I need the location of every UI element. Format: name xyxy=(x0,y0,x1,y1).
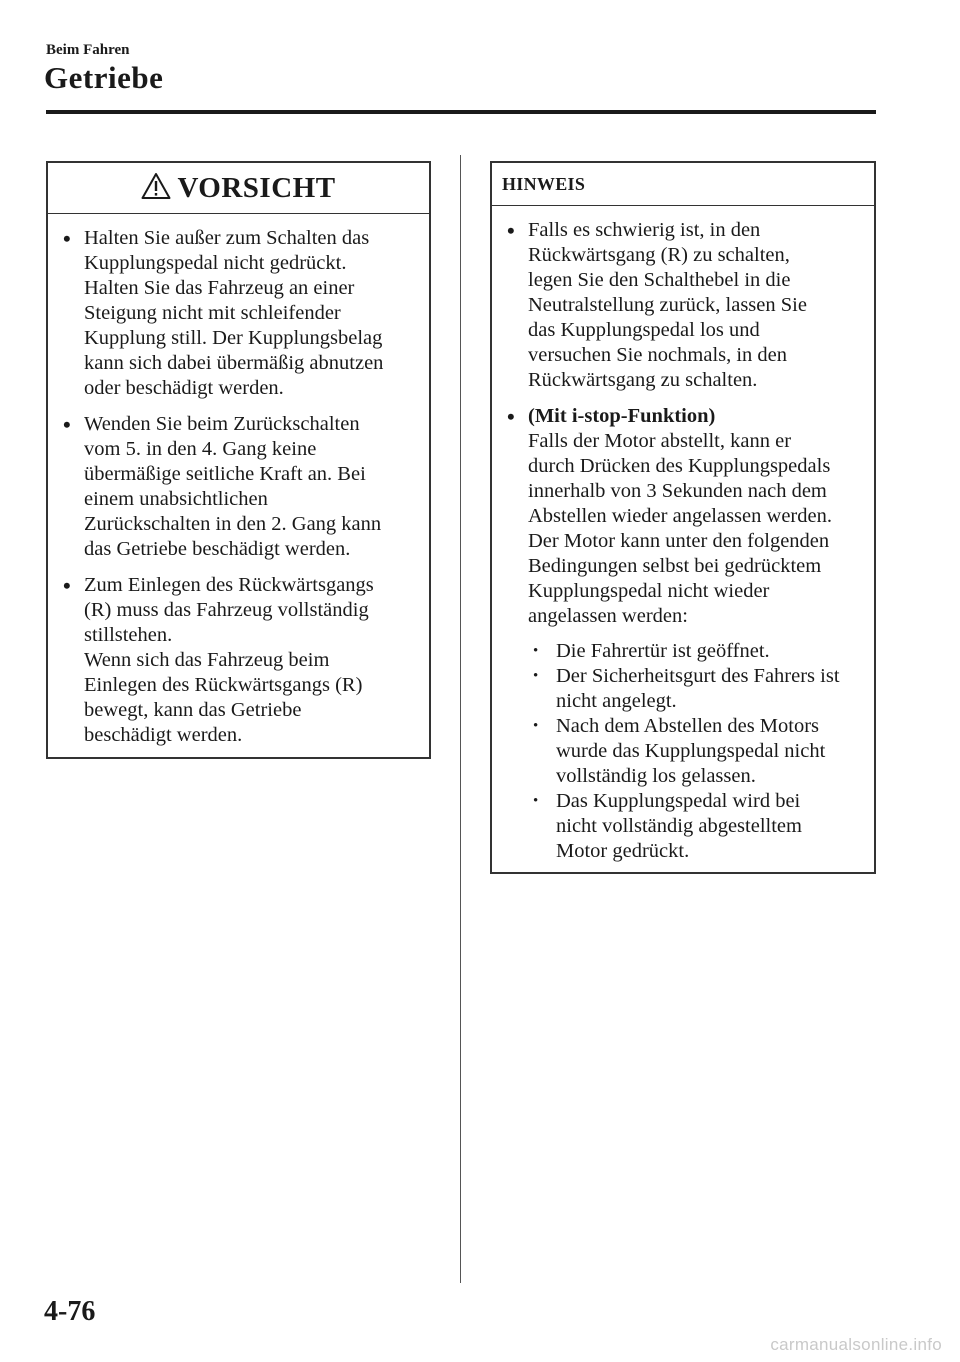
text-line: einem unabsichtlichen xyxy=(84,488,268,510)
text-line: Zurückschalten in den 2. Gang kann xyxy=(84,513,382,535)
note-title: HINWEIS xyxy=(502,173,586,194)
text-line: • Halten Sie außer zum Schalten das xyxy=(84,227,370,249)
page-title: Getriebe xyxy=(44,60,164,95)
note-list xyxy=(492,206,874,864)
text-line: beschädigt werden. xyxy=(84,724,243,746)
watermark: carmanualsonline.info xyxy=(770,1335,942,1354)
text-line: kann sich dabei übermäßig abnutzen xyxy=(84,352,384,374)
text-line: • Wenden Sie beim Zurückschalten xyxy=(84,413,360,435)
text-line: Rückwärtsgang zu schalten. xyxy=(528,369,758,391)
text-line: (R) muss das Fahrzeug vollständig xyxy=(84,599,369,621)
text-line: versuchen Sie nochmals, in den xyxy=(528,344,788,366)
text-line: übermäßige seitliche Kraft an. Bei xyxy=(84,463,366,485)
caution-item xyxy=(62,573,419,748)
text-line: nicht vollständig abgestelltem xyxy=(556,815,802,837)
text-line: durch Drücken des Kupplungspedals xyxy=(528,455,831,477)
text-line: • Der Sicherheitsgurt des Fahrers ist xyxy=(556,665,840,687)
caution-list xyxy=(48,214,429,748)
note-subitem xyxy=(528,789,864,864)
note-subitem xyxy=(528,639,864,664)
note-item xyxy=(506,404,864,864)
caution-title: VORSICHT xyxy=(177,171,336,204)
text-line: stillstehen. xyxy=(84,624,173,646)
text-line: Motor gedrückt. xyxy=(556,840,690,862)
text-line: Halten Sie das Fahrzeug an einer xyxy=(84,277,355,299)
note-item-heading: • (Mit i-stop-Funktion) xyxy=(528,405,716,427)
text-line: Rückwärtsgang (R) zu schalten, xyxy=(528,244,790,266)
text-line: Kupplung still. Der Kupplungsbelag xyxy=(84,327,383,349)
text-line: Abstellen wieder angelassen werden. xyxy=(528,505,832,527)
caution-item xyxy=(62,412,419,562)
note-subitem xyxy=(528,714,864,789)
warning-triangle-icon xyxy=(141,172,171,200)
header-rule xyxy=(46,110,876,114)
text-line: Falls der Motor abstellt, kann er xyxy=(528,430,792,452)
section-label: Beim Fahren xyxy=(46,42,130,58)
note-box xyxy=(490,161,876,874)
text-line: vollständig los gelassen. xyxy=(556,765,756,787)
caution-item xyxy=(62,226,419,401)
text-line: Steigung nicht mit schleifender xyxy=(84,302,341,324)
text-line: angelassen werden: xyxy=(528,605,688,627)
text-line: oder beschädigt werden. xyxy=(84,377,284,399)
text-line: Neutralstellung zurück, lassen Sie xyxy=(528,294,807,316)
note-item xyxy=(506,218,864,393)
text-line: • Die Fahrertür ist geöffnet. xyxy=(556,640,770,662)
text-line: • Falls es schwierig ist, in den xyxy=(528,219,761,241)
note-header xyxy=(492,163,874,206)
text-line: Wenn sich das Fahrzeug beim xyxy=(84,649,330,671)
text-line: • Das Kupplungspedal wird bei xyxy=(556,790,801,812)
text-line: • Zum Einlegen des Rückwärtsgangs xyxy=(84,574,374,596)
column-divider xyxy=(460,155,461,1283)
text-line: vom 5. in den 4. Gang keine xyxy=(84,438,317,460)
text-line: wurde das Kupplungspedal nicht xyxy=(556,740,826,762)
text-line: das Getriebe beschädigt werden. xyxy=(84,538,351,560)
text-line: bewegt, kann das Getriebe xyxy=(84,699,302,721)
text-line: Kupplungspedal nicht gedrückt. xyxy=(84,252,347,274)
text-line: Kupplungspedal nicht wieder xyxy=(528,580,770,602)
caution-box xyxy=(46,161,431,759)
text-line: Einlegen des Rückwärtsgangs (R) xyxy=(84,674,363,696)
caution-header xyxy=(48,163,429,214)
note-subitem xyxy=(528,664,864,714)
text-line: • Nach dem Abstellen des Motors xyxy=(556,715,820,737)
text-line: legen Sie den Schalthebel in die xyxy=(528,269,791,291)
text-line: Bedingungen selbst bei gedrücktem xyxy=(528,555,822,577)
text-line: nicht angelegt. xyxy=(556,690,677,712)
text-line: das Kupplungspedal los und xyxy=(528,319,760,341)
text-line: Der Motor kann unter den folgenden xyxy=(528,530,830,552)
text-line: innerhalb von 3 Sekunden nach dem xyxy=(528,480,827,502)
note-sublist xyxy=(528,639,864,864)
page-number: 4-76 xyxy=(44,1296,96,1327)
